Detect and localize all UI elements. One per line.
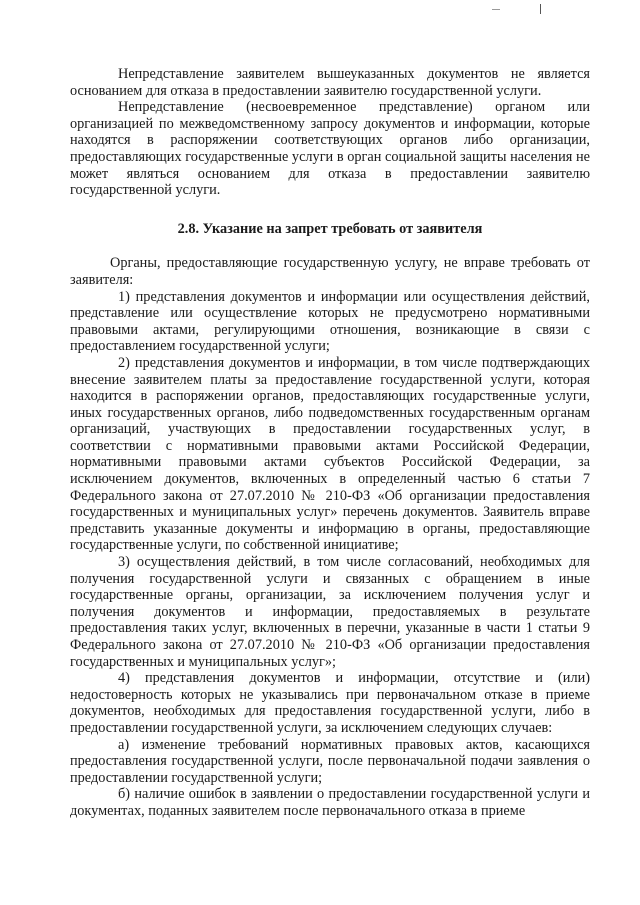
paragraph-intro: Органы, предоставляющие государственную услугу, не вправе требовать от заявителя: [70, 255, 590, 288]
document-page [70, 66, 590, 820]
list-item-2: 2) представления документов и информации, в том числе подтверждающих внесение заявителем платы за предоставление государственной услуги, которая находится в распоряжении органов, предоставляющих государственные услуги, иных государственных органов, либо подведомственных государственным органам организаций, участвующих в предоставлении государственных услуг, в соответствии с нормативными правовыми актами Российской Федерации, нормативными правовыми актами субъектов Российской Федерации, за исключением документов, включенных в определенный частью 6 статьи 7 Федерального закона от 27.07.2010 № 210-ФЗ «Об организации предоставления государственных и муниципальных услуг» перечень документов. Заявитель вправе представить указанные документы и информацию в органы, предоставляющие государственные услуги, по собственной инициативе; [70, 354, 590, 554]
list-item-4: 4) представления документов и информации, отсутствие и (или) недостоверность которых не указывались при первоначальном отказе в приеме документов, необходимых для предоставления государственной услуги, либо в предоставлении государственной услуги, за исключением следующих случаев: [70, 670, 590, 736]
paragraph-interagency: Непредставление (несвоевременное представление) органом или организацией по межведомственному запросу документов и информации, которые находятся в распоряжении соответствующих органов либо организации, предоставляющих государственные услуги в орган социальной защиты населения не может являться основанием для отказа в предоставлении заявителю государственной услуги. [70, 99, 590, 199]
list-item-1: 1) представления документов и информации или осуществления действий, представление или осуществление которых не предусмотрено нормативными правовыми актами, регулирующими отношения, возникающие в связи с предоставлением государственной услуги; [70, 288, 590, 355]
scan-artifact-dash [492, 9, 500, 10]
section-heading: 2.8. Указание на запрет требовать от заявителя [177, 220, 483, 237]
paragraph-no-submission: Непредставление заявителем вышеуказанных документов не является основанием для отказа в предоставлении заявителю государственной услуги. [70, 66, 590, 99]
sub-item-a: а) изменение требований нормативных правовых актов, касающихся предоставления государственной услуги, после первоначальной подачи заявления о предоставлении государственной услуги; [70, 736, 590, 786]
scan-artifact-mark [540, 4, 541, 14]
sub-item-b: б) наличие ошибок в заявлении о предоставлении государственной услуги и документах, поданных заявителем после первоначального отказа в приеме [70, 786, 590, 819]
list-item-3: 3) осуществления действий, в том числе согласований, необходимых для получения государственной услуги и связанных с обращением в иные государственные органы, организации, за исключением получения услуг и получения документов и информации, предоставляемых в результате предоставления таких услуг, включенных в перечни, указанные в части 1 статьи 9 Федерального закона от 27.07.2010 № 210-ФЗ «Об организации предоставления государственных и муниципальных услуг»; [70, 554, 590, 670]
